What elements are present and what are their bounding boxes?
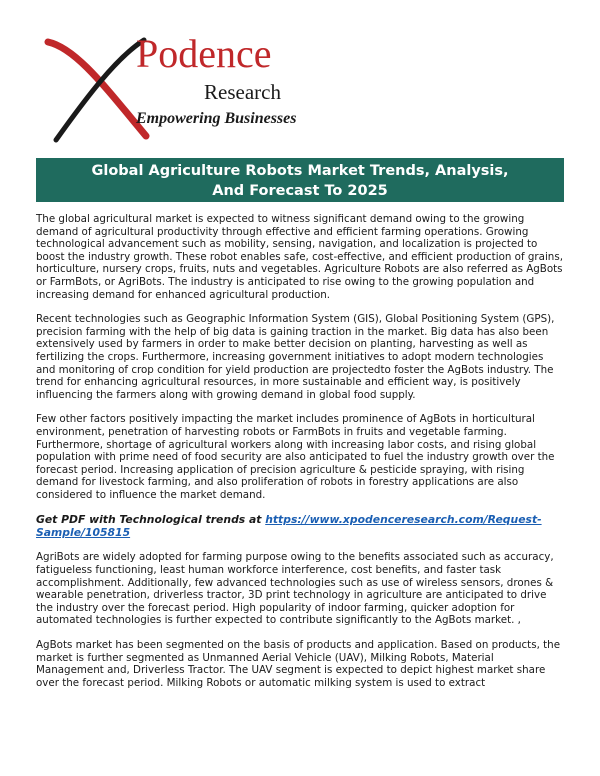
company-logo [36, 28, 297, 148]
pdf-call-to-action [36, 513, 564, 539]
logo-subtitle: Research [204, 80, 281, 104]
article-body [36, 213, 564, 701]
logo-brand: Podence [136, 31, 272, 76]
request-sample-link[interactable]: https://www.xpodenceresearch.com/Request-Sample/105815 [36, 513, 542, 540]
cta-label: Get PDF with Technological trends at [36, 513, 266, 527]
document-title [36, 158, 564, 202]
paragraph: AgBots market has been segmented on the basis of products and application. Based on products, the market is further segmented as Unmanned Aerial Vehicle (UAV), Milking Robots, Material Management and, Driverless Tractor. The UAV segment is expected to depict highest market share over the forecast period. Milking Robots or automatic milking system is used to extract [36, 639, 561, 689]
paragraph: Few other factors positively impacting the market includes prominence of AgBots in horticultural environment, penetration of harvesting robots or FarmBots in fruits and vegetable farming. Furthermore, shortage of agricultural workers along with increasing labor costs, and rising global population with prime need of food security are also anticipated to fuel the industry growth over the forecast period. Increasing application of precision agriculture & pesticide spraying, with rising demand for livestock farming, and also proliferation of robots in forestry applications are also considered to influence the market demand. [36, 413, 555, 501]
paragraph: AgriBots are widely adopted for farming purpose owing to the benefits associated such as accuracy, fatigueless functioning, least human workforce interference, cost benefits, and faster task accomplishment. Additionally, few advanced technologies such as use of wireless sensors, drones & wearable penetration, driverless tractor, 3D print technology in agriculture are anticipated to drive the industry over the forecast period. High popularity of indoor farming, quicker adoption for automated technologies is further expected to contribute significantly to the AgBots market. , [36, 551, 554, 627]
paragraph: The global agricultural market is expected to witness significant demand owing to the growing demand of agricultural productivity through effective and efficient farming operations. Growing technological advancement such as mobility, sensing, navigation, and localization is projected to boost the industry growth. These robot enables safe, cost-effective, and efficient production of grains, horticulture, nursery crops, fruits, nuts and vegetables. Agriculture Robots are also referred as AgBots or FarmBots, or AgriBots. The industry is anticipated to rise owing to the growing population and increasing demand for enhanced agricultural production. [36, 213, 563, 301]
logo-tagline: Empowering Businesses [136, 110, 297, 127]
paragraph: Recent technologies such as Geographic Information System (GIS), Global Positioning System (GPS), precision farming with the help of big data is gaining traction in the market. Big data has also been extensively used by farmers in order to make better decision on planting, harvesting as well as fertilizing the crops. Furthermore, increasing government initiatives to adopt modern technologies and monitoring of crop condition for yield production are projectedto foster the AgBots industry. The trend for enhancing agricultural resources, in more sustainable and efficient way, is positively influencing the farmers along with growing demand in global food supply. [36, 313, 555, 401]
title-line-2: And Forecast To 2025 [212, 183, 388, 199]
title-line-1: Global Agriculture Robots Market Trends, Analysis, [91, 163, 509, 179]
